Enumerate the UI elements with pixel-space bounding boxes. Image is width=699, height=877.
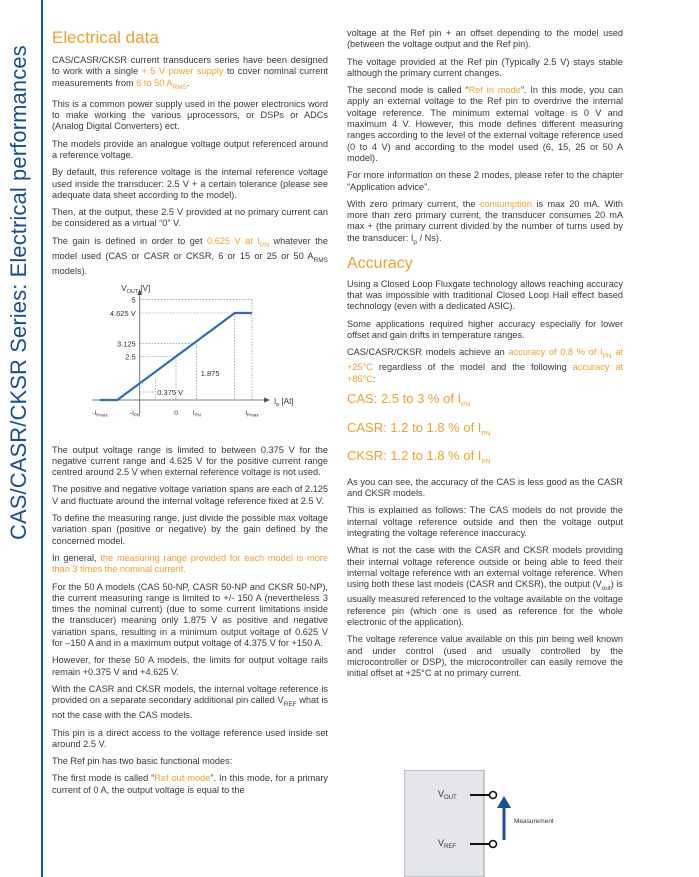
sidebar-title: CAS/CASR/CKSR Series: Electrical performances	[6, 45, 31, 540]
accuracy-cas: CAS: 2.5 to 3 % of $I_{PN}$	[347, 391, 471, 409]
measurement-label: Measurement	[514, 818, 554, 825]
paragraph: The voltage reference value available on this pin being well known and under control (used and usually controlled by the microcontroller or DSP), the microcontroller can easily remove the initial offset at +25°C at no primary current.	[347, 634, 623, 679]
paragraph: Some applications required higher accuracy especially for lower offset and gain drifts in temperature ranges.	[347, 318, 623, 341]
paragraph: This is a common power supply used in the power electronics word to make working the various µprocessors, or DSPs or ADCs (Analog Digital Converters) ect.	[52, 98, 328, 132]
x-axis-title: $I_p$ [At]	[274, 397, 294, 409]
sidebar-title-box	[6, 45, 42, 877]
paragraph: With zero primary current, the consumption is max 20 mA. With more than zero primary current, the transducer consumes 20 mA max + (the primary current divided by the number of turns used by the transducer: $I_p / Ns$).	[347, 198, 623, 246]
paragraph: To define the measuring range, just divide the possible max voltage variation span (positive or negative) by the gain defined by the concerned model.	[52, 513, 328, 546]
paragraph: Using a Closed Loop Fluxgate technology allows reaching accuracy that was impossible with traditional Closed Loop Hall effect based technology (even with a dedicated ASIC).	[347, 278, 623, 312]
y-tick-label: 5	[131, 295, 136, 305]
section-heading-accuracy: Accuracy	[347, 254, 413, 272]
right-column	[347, 28, 623, 685]
paragraph: What is not the case with the CASR and CKSR models providing their internal voltage reference outside or being able to feed their internal voltage reference with an external voltage reference. When using both these last models (CASR and CKSR), the output $(V_{out})$ is usually measured referenced to the voltage available on the voltage reference pin (which one is used as reference for the whole electronic of the application).	[347, 545, 623, 627]
paragraph: CAS/CASR/CKSR current transducers series have been designed to work with a single + 5 V power supply to cover nominal current measurements from 6 to 50 $A_{RMS}$.	[52, 55, 328, 91]
x-tick-label: $I_{Pmax}$	[245, 410, 259, 418]
paragraph: The output voltage range is limited to between 0.375 V for the negative current range and 4.625 V for the positive current range centred around 2.5 V when external reference voltage is not used.	[52, 444, 328, 478]
span-annotation: 1.875	[200, 369, 220, 379]
paragraph: This pin is a direct access to the voltage reference used inside set around 2.5 V.	[52, 727, 328, 749]
y-axis-title: $V_{OUT}$ [V]	[121, 284, 151, 296]
measurement-diagram	[404, 770, 584, 877]
vout-pin	[490, 792, 497, 799]
accuracy-casr: CASR: 1.2 to 1.8 % of $I_{PN}$	[347, 419, 491, 438]
measurement-arrow-head	[497, 796, 511, 808]
output-voltage-chart	[52, 283, 328, 433]
paragraph: voltage at the Ref pin + an offset depending to the model used (between the voltage output and the Ref pin).	[347, 28, 623, 50]
paragraph: As you can see, the accuracy of the CAS is less good as the CASR and CKSR models.	[347, 476, 623, 499]
x-tick-label: 0	[174, 410, 178, 418]
left-column	[52, 28, 328, 802]
paragraph: CAS/CASR/CKSR models achieve an accuracy of 0.8 % of $I_{PN}$ at +25°C regardless of the model and the following accuracy at +85°C:	[347, 347, 624, 384]
paragraph: Then, at the output, these 2.5 V provided at no primary current can be considered as a virtual “0” V.	[52, 207, 328, 229]
paragraph: The gain is defined in order to get 0.625 V at $I_{PN}$ whatever the model used (CAS or CASR or CKSR, 6 or 15 or 25 or 50 $A_{RMS}$ models).	[52, 235, 328, 276]
paragraph: With the CASR and CKSR models, the internal voltage reference is provided on a separate secondary additional pin called $V_{REF}$ what is not the case with the CAS models.	[52, 683, 328, 721]
y-tick-label: 4.625 V	[109, 309, 136, 319]
paragraph: The first mode is called “Ref out mode”. In this mode, for a primary current of 0 A, the output voltage is equal to the	[52, 773, 328, 795]
y-tick-label: 3.125	[116, 339, 136, 349]
paragraph: The positive and negative voltage variation spans are each of 2.125 V and fluctuate around the internal voltage reference fixed at 2.5 V.	[52, 484, 328, 506]
vout-label: $V_{OUT}$	[438, 789, 457, 801]
vref-pin	[490, 841, 497, 848]
transducer-box	[404, 770, 484, 877]
paragraph: For the 50 A models (CAS 50-NP, CASR 50-NP and CKSR 50-NP), the current measuring range is limited to +/- 150 A (nevertheless 3 times the nominal current) (due to some current limitations inside the transducer) meaning only 1.875 V as positive and negative variation spans, resulting in a minimum output voltage of 0.625 V for –150 A and in a maximum output voltage of 4.375 V for +150 A.	[52, 581, 328, 648]
section-heading-electrical: Electrical data	[52, 28, 159, 47]
x-tick-label: $-I_{PN}$	[129, 410, 141, 418]
paragraph: The models provide an analogue voltage output referenced around a reference voltage.	[52, 138, 328, 160]
paragraph: The second mode is called “Ref in mode”. In this mode, you can apply an external voltage to the Ref pin to overdrive the internal voltage reference. The minimum external voltage is 0 V and maximum 4 V. However, this mode defines different measuring ranges according to the level of the external voltage reference used (0 to 4 V) and according to the model used (6, 15, 25 or 50 A model).	[347, 85, 623, 163]
paragraph: This is explained as follows: The CAS models do not provide the internal voltage reference outside and then the voltage output integrating the voltage reference inaccuracy.	[347, 505, 623, 539]
paragraph: The Ref pin has two basic functional modes:	[52, 756, 233, 767]
paragraph: However, for these 50 A models, the limits for output voltage rails remain +0.375 V and +4.625 V.	[52, 655, 328, 677]
y-tick-label: 0.375 V	[157, 388, 184, 398]
paragraph: In general, the measuring range provided for each model is more than 3 times the nominal current.	[52, 552, 328, 575]
x-tick-label: $-I_{Pmax}$	[92, 410, 108, 418]
x-axis-arrow	[264, 398, 270, 403]
paragraph: By default, this reference voltage is the internal reference voltage used inside the transducer: 2.5 V + a certain tolerance (please see adequate data sheet according to the model).	[52, 167, 328, 200]
y-tick-label: 2.5	[125, 352, 136, 362]
paragraph: For more information on these 2 modes, please refer to the chapter “Application advice”.	[347, 170, 623, 192]
x-tick-label: $I_{PN}$	[192, 410, 201, 418]
accuracy-cksr: CKSR: 1.2 to 1.8 % of $I_{PN}$	[347, 448, 491, 466]
vref-label: $V_{REF}$	[438, 838, 457, 850]
paragraph: The voltage provided at the Ref pin (Typically 2.5 V) stays stable although the primary current changes.	[347, 56, 623, 78]
